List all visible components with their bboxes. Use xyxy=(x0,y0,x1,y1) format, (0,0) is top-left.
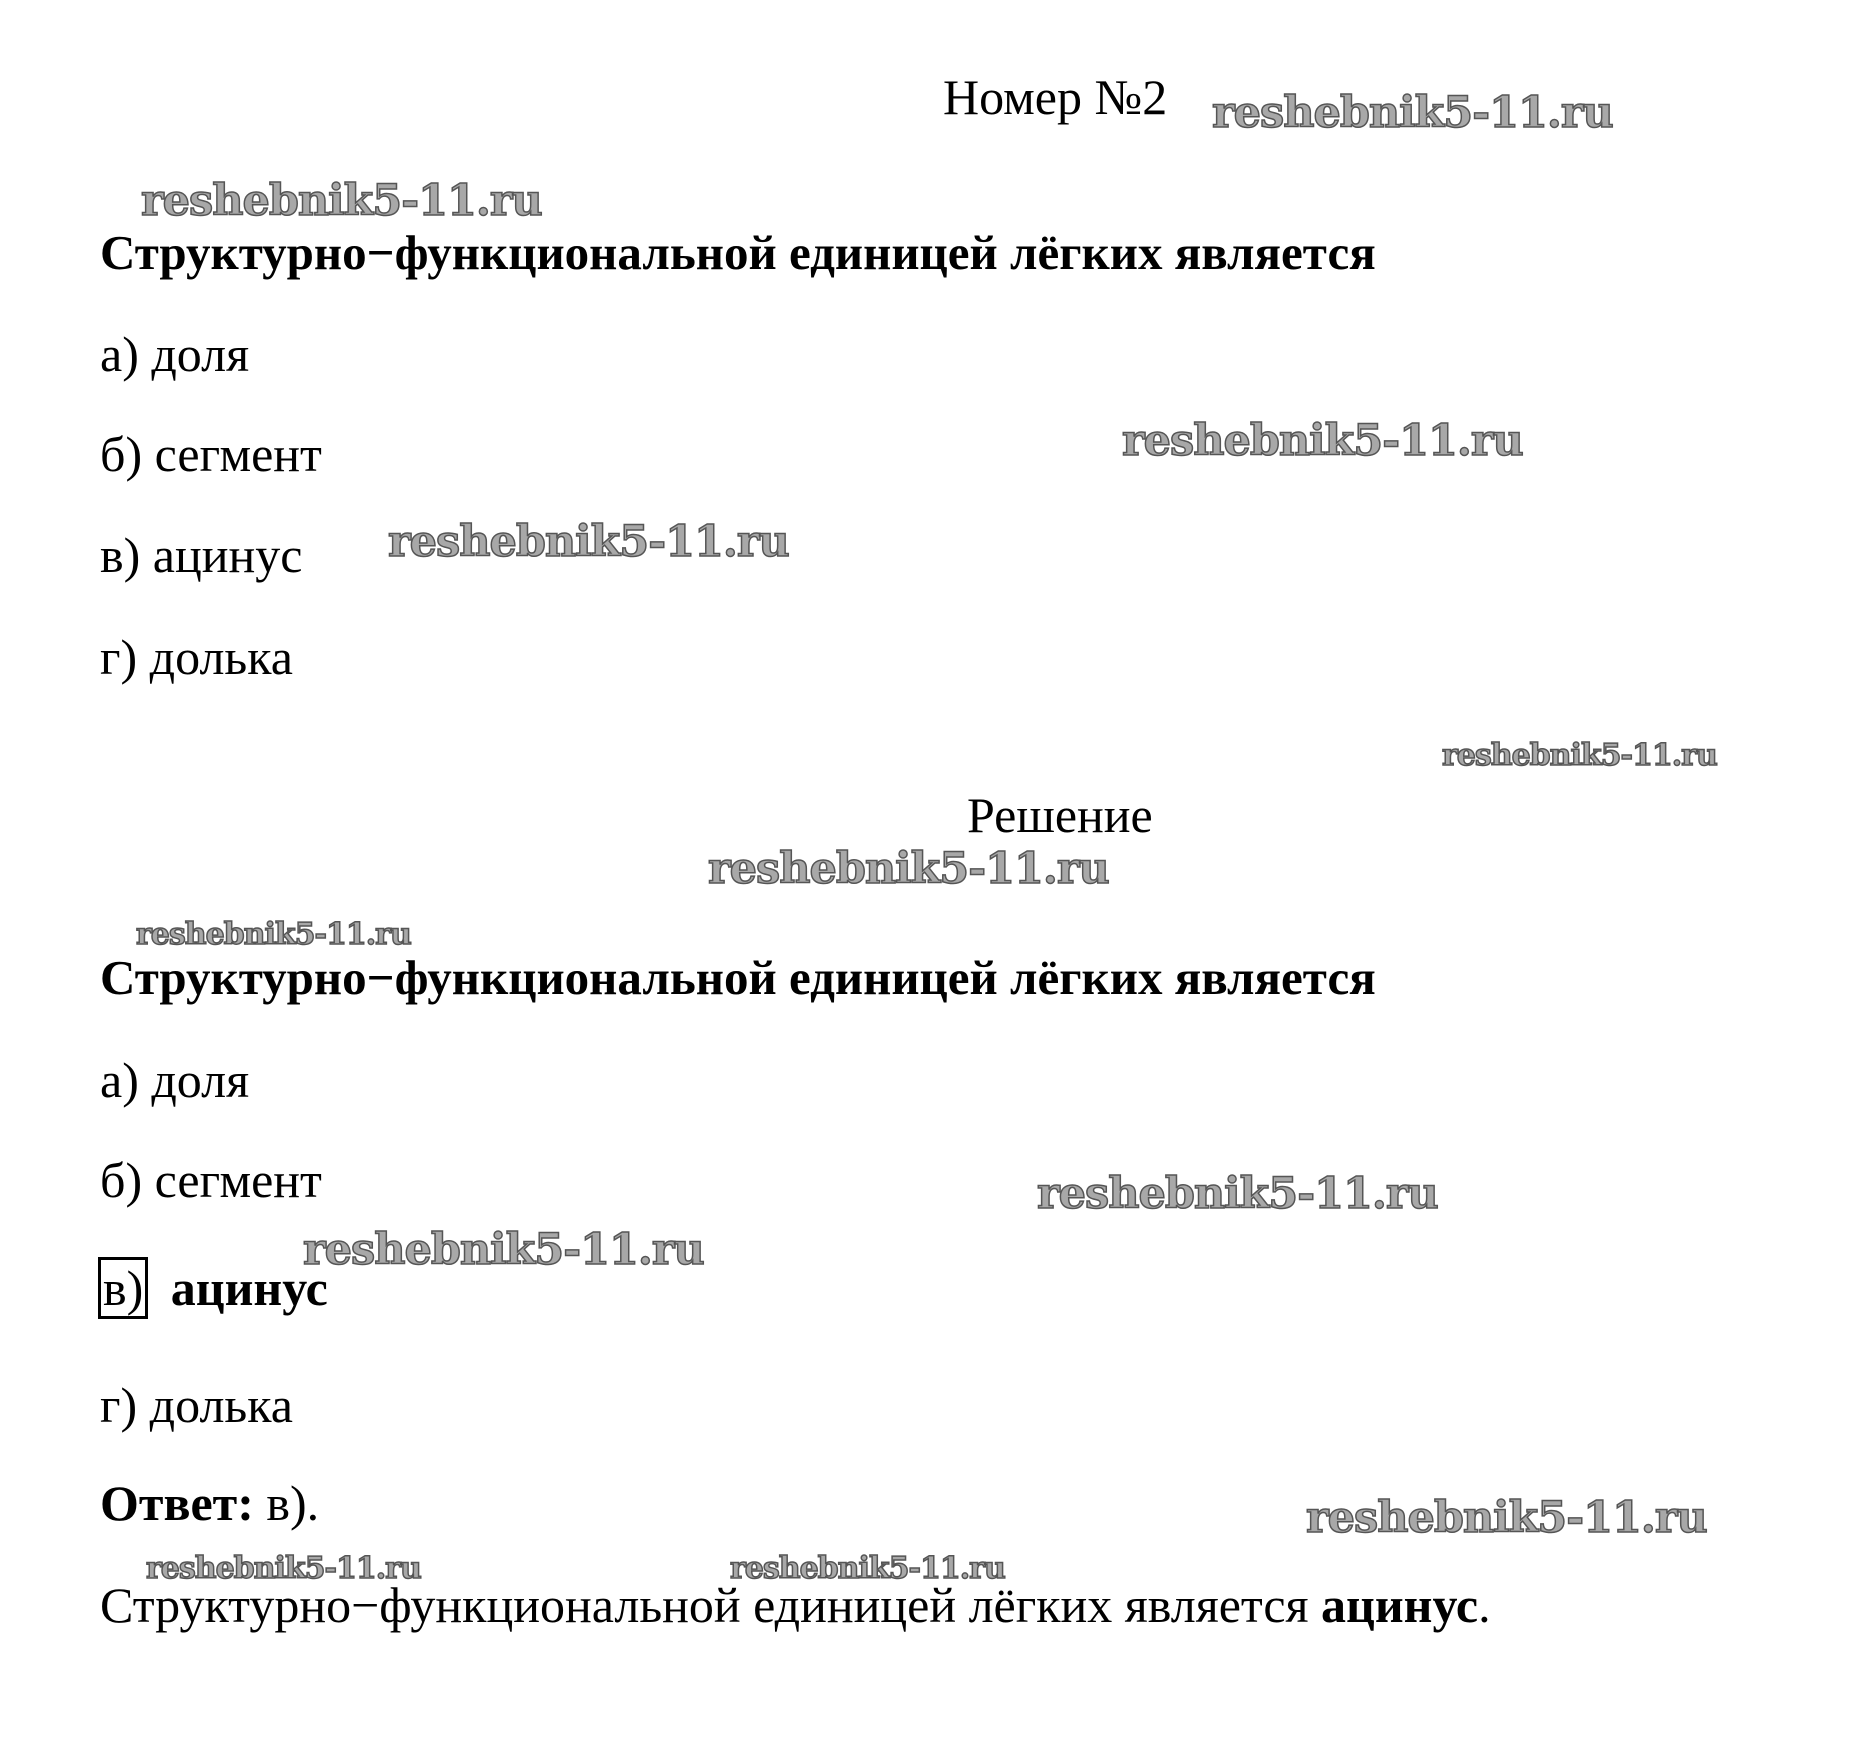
problem-number: Номер №2 xyxy=(943,69,1168,125)
option-text: доля xyxy=(151,326,250,382)
watermark: reshebnik5-11.ru xyxy=(730,1551,1005,1586)
option-text: долька xyxy=(149,629,293,685)
option-letter: г) xyxy=(100,1377,138,1433)
question-title: Структурно−функциональной единицей лёгких является xyxy=(100,225,1376,280)
watermark: reshebnik5-11.ru xyxy=(1306,1493,1707,1543)
option-text: сегмент xyxy=(154,1152,322,1208)
question-option-d xyxy=(100,629,293,685)
watermark: reshebnik5-11.ru xyxy=(136,917,411,952)
question-option-b xyxy=(100,426,322,482)
option-letter: б) xyxy=(100,1152,143,1208)
answer-label: Ответ: xyxy=(100,1475,254,1531)
watermark: reshebnik5-11.ru xyxy=(1442,738,1717,773)
watermark: reshebnik5-11.ru xyxy=(303,1225,704,1275)
answer-value: в). xyxy=(266,1475,320,1531)
solution-option-c-selected xyxy=(98,1257,328,1319)
explanation-end: . xyxy=(1478,1577,1491,1633)
option-text: ацинус xyxy=(152,527,303,583)
option-letter: г) xyxy=(100,629,138,685)
solution-option-a xyxy=(100,1052,250,1108)
watermark: reshebnik5-11.ru xyxy=(1212,88,1613,138)
watermark: reshebnik5-11.ru xyxy=(1122,416,1523,466)
watermark: reshebnik5-11.ru xyxy=(388,517,789,567)
watermark: reshebnik5-11.ru xyxy=(141,176,542,226)
selected-option-box: в) xyxy=(98,1257,148,1319)
explanation-line xyxy=(100,1577,1491,1633)
option-letter: в) xyxy=(100,527,141,583)
watermark: reshebnik5-11.ru xyxy=(146,1551,421,1586)
question-option-c xyxy=(100,527,303,583)
solution-option-b xyxy=(100,1152,322,1208)
watermark: reshebnik5-11.ru xyxy=(708,844,1109,894)
option-text: сегмент xyxy=(154,426,322,482)
option-text: долька xyxy=(149,1377,293,1433)
option-text: доля xyxy=(151,1052,250,1108)
explanation-text: Структурно−функциональной единицей лёгких является xyxy=(100,1577,1309,1633)
option-text: ацинус xyxy=(170,1260,328,1316)
watermark: reshebnik5-11.ru xyxy=(1037,1169,1438,1219)
option-letter: а) xyxy=(100,1052,139,1108)
explanation-bold: ацинус xyxy=(1321,1577,1479,1633)
option-letter: б) xyxy=(100,426,143,482)
answer-line xyxy=(100,1475,320,1531)
question-option-a xyxy=(100,326,250,382)
option-letter: а) xyxy=(100,326,139,382)
solution-heading: Решение xyxy=(967,787,1153,843)
solution-title: Структурно−функциональной единицей лёгких является xyxy=(100,950,1376,1005)
solution-option-d xyxy=(100,1377,293,1433)
